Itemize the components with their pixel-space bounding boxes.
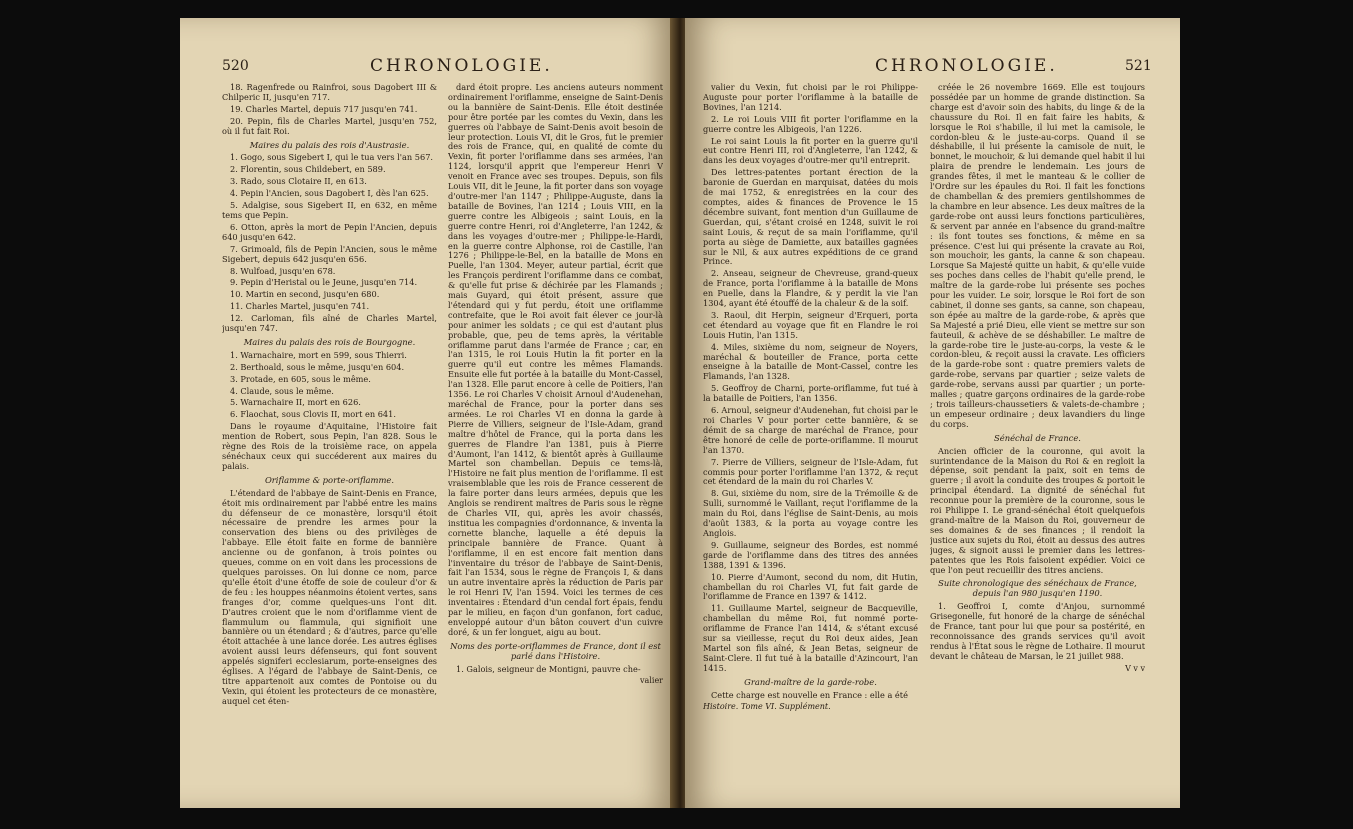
paragraph: Dans le royaume d'Aquitaine, l'Histoire fait mention de Robert, sous Pepin, l'an 828. Sous le règne des Rois de la troisième race, on appela sénéchaux ceux qui succéderent aux maires du palais. <box>222 421 437 471</box>
paragraph: 4. Claude, sous le même. <box>230 385 334 396</box>
paragraph: 5. Geoffroy de Charni, porte-oriflamme, fut tué à la bataille de Poitiers, l'an 1356. <box>703 383 918 404</box>
paragraph: 20. Pepin, fils de Charles Martel, jusqu'en 752, où il fut fait Roi. <box>222 115 437 136</box>
paragraph: 8. Gui, sixième du nom, sire de la Trémoille & de Sulli, surnommé le Vaillant, reçut l'oriflamme de la main du Roi, dans l'église de Saint-Denis, au mois d'août 1383, & la porta au voyage contre les Anglois. <box>703 488 918 538</box>
paragraph: 2. Berthoald, sous le même, jusqu'en 604. <box>230 361 405 372</box>
paragraph: 8. Wulfoad, jusqu'en 678. <box>230 265 336 276</box>
running-head-left: CHRONOLOGIE. <box>370 56 553 76</box>
section-heading: Noms des porte-oriflammes de France, dont il est parlé dans l'Histoire. <box>450 640 661 661</box>
right-column-2 <box>930 83 1145 783</box>
paragraph: 10. Pierre d'Aumont, second du nom, dit Hutin, chambellan du roi Charles VI, fut fait garde de l'oriflamme de France en 1397 & 1412. <box>703 571 918 602</box>
paragraph: Le roi saint Louis la fit porter en la guerre qu'il eut contre Henri III, roi d'Angleterre, l'an 1242, & dans les deux voyages d'outre-mer qu'il entreprit. <box>703 135 918 166</box>
paragraph: 1. Gogo, sous Sigebert I, qui le tua vers l'an 567. <box>230 152 434 163</box>
page-number-right: 521 <box>1125 58 1152 74</box>
paragraph: créée le 26 novembre 1669. Elle est toujours possédée par un homme de grande distinction. Sa charge est d'avoir soin des habits, du linge & de la chaussure du Roi. Il en fait faire les habits, & lorsque le Roi s'habille, il lui met la camisole, le cordon-bleu & le juste-au-corps. Quand il se déshabille, il lui présente la camisole de nuit, le bonnet, le mouchoir, & lui demande quel habit il lui plaira de prendre le lendemain. Les jours de grandes fêtes, il met le manteau & le collier de l'Ordre sur les épaules du Roi. Il fait les fonctions de chambellan & des premiers gentilshommes de la chambre en leur absence. Les deux maîtres de la garde-robe ont aussi leurs fonctions particulières, & servent par année en l'absence du grand-maître : ils font toutes ses fonctions, & même en sa présence. C'est lui qui présente la cravate au Roi, son mouchoir, les gants, la canne & son chapeau. Lorsque Sa Majesté quitte un habit, & qu'elle vuide ses poches dans celles de l'habit qu'elle prend, le maître de la garde-robe lui présente ses poches pour les vuider. Le soir, lorsque le Roi fort de son cabinet, il donne ses gants, sa canne, son chapeau, son épée au maître de la garde-robe, & après que Sa Majesté a prié Dieu, elle vient se mettre sur son fauteuil, & achève de se déshabiller. Le maître de la garde-robe tire le juste-au-corps, la veste & le cordon-bleu, & reçoit aussi la cravate. Les officiers de la garde-robe sont : quatre premiers valets de garde-robe, servans par quartier ; seize valets de garde-robe, servans aussi par quartier ; un porte-malles ; quatre garçons ordinaires de la garde-robe ; trois tailleurs-chaussetiers & valets-de-chambre ; un empeseur ordinaire ; deux lavandiers du linge du corps. <box>930 83 1145 429</box>
left-column-1 <box>222 83 437 783</box>
footer-note: Histoire. Tome VI. Supplément. <box>703 702 831 712</box>
paragraph: 3. Raoul, dit Herpin, seigneur d'Erqueri, porta cet étendard au voyage que fit en Flandre le roi Louis Hutin, l'an 1315. <box>703 309 918 340</box>
paragraph: 4. Pepin l'Ancien, sous Dagobert I, dès l'an 625. <box>230 188 429 199</box>
paragraph: 19. Charles Martel, depuis 717 jusqu'en 741. <box>230 103 418 114</box>
section-heading: Sénéchal de France. <box>994 432 1081 443</box>
left-page <box>180 18 675 808</box>
paragraph: 6. Otton, après la mort de Pepin l'Ancien, depuis 640 jusqu'en 642. <box>222 221 437 242</box>
paragraph: Des lettres-patentes portant érection de la baronie de Guerdan en marquisat, datées du mois de mai 1752, & enregistrées en la cour des comptes, aides & finances de Provence le 15 décembre suivant, font mention d'un Guillaume de Guerdan, qui, s'étant croisé en 1248, suivit le roi saint Louis, & reçut de sa main l'oriflamme, qu'il porta au siège de Damiette, aux batailles gagnées sur le Nil, & aux autres expéditions de ce grand Prince. <box>703 167 918 267</box>
paragraph: 12. Carloman, fils aîné de Charles Martel, jusqu'en 747. <box>222 313 437 334</box>
paragraph: 11. Guillaume Martel, seigneur de Bacqueville, chambellan du même Roi, fut nommé porte-oriflamme de France l'an 1414, & s'étant excusé sur sa vieillesse, reçut du Roi deux aides, Jean Martel son fils aîné, & Jean Betas, seigneur de Saint-Clere. Il fut tué à la bataille d'Azincourt, l'an 1415. <box>703 603 918 673</box>
right-column-1 <box>703 83 918 783</box>
paragraph: 10. Martin en second, jusqu'en 680. <box>230 289 380 300</box>
paragraph: L'étendard de l'abbaye de Saint-Denis en France, étoit mis ordinairement par l'abbé entre les mains du défenseur de ce monastère, lorsqu'il étoit nécessaire de prendre les armes pour la conservation des biens ou des privilèges de l'abbaye. Elle étoit faite en forme de bannière ancienne ou de gonfanon, à trois pointes ou queues, comme on en voit dans les processions de quelques paroisses. On lui donne ce nom, parce qu'elle étoit d'une étoffe de soie de couleur d'or & de feu : les houppes néanmoins étoient vertes, sans franges d'or, comme quelques-uns l'ont dit. D'autres croient que le nom d'oriflamme vient de flammulum ou flammula, qui signifioit une bannière ou un étendard ; & d'autres, parce qu'elle étoit attachée à une lance dorée. Les autres églises avoient aussi leurs défenseurs, qui font souvent appelés signiferi ecclesiarum, porte-enseignes des églises. A l'égard de l'abbaye de Saint-Denis, ce titre appartenoit aux comtes de Pontoise ou du Vexin, qui étoient les protecteurs de ce monastère, auquel cet éten- <box>222 487 437 706</box>
paragraph: 2. Florentin, sous Childebert, en 589. <box>230 164 386 175</box>
paragraph: 6. Arnoul, seigneur d'Audenehan, fut choisi par le roi Charles V pour porter cette bannière, & se démit de sa charge de maréchal de France, pour être honoré de celle de porte-oriflamme. Il mourut l'an 1370. <box>703 405 918 455</box>
paragraph: 7. Pierre de Villiers, seigneur de l'Isle-Adam, fut commis pour porter l'oriflamme l'an 1372, & reçut cet étendard de la main du roi Charles V. <box>703 456 918 487</box>
open-book <box>180 18 1180 818</box>
left-column-2 <box>448 83 663 783</box>
paragraph: 11. Charles Martel, jusqu'en 741. <box>230 301 370 312</box>
paragraph: 5. Adalgise, sous Sigebert II, en 632, en même tems que Pepin. <box>222 200 437 220</box>
right-page <box>685 18 1180 808</box>
paragraph: Cette charge est nouvelle en France : elle a été <box>711 689 908 700</box>
section-heading: Oriflamme & porte-oriflamme. <box>264 474 395 485</box>
paragraph: 4. Miles, sixième du nom, seigneur de Noyers, maréchal & bouteiller de France, porta cette enseigne à la bataille de Mont-Cassel, contre les Flamands, l'an 1328. <box>703 341 918 382</box>
paragraph: 3. Rado, sous Clotaire II, en 613. <box>230 176 367 187</box>
paragraph: 1. Warnachaire, mort en 599, sous Thierri. <box>230 349 407 360</box>
paragraph: 9. Guillaume, seigneur des Bordes, est nommé garde de l'oriflamme dans des titres des années 1388, 1391 & 1396. <box>703 539 918 570</box>
section-heading: Maires du palais des rois de Bourgogne. <box>243 336 416 347</box>
paragraph: 18. Ragenfrede ou Rainfroi, sous Dagobert III & Chilperic II, jusqu'en 717. <box>222 83 437 102</box>
paragraph: valier du Vexin, fut choisi par le roi Philippe-Auguste pour porter l'oriflamme à la bataille de Bovines, l'an 1214. <box>703 83 918 112</box>
signature-mark: V v v <box>1125 663 1145 673</box>
paragraph: 3. Protade, en 605, sous le même. <box>230 373 371 384</box>
paragraph: 5. Warnachaire II, mort en 626. <box>230 397 361 408</box>
signature-mark: valier <box>640 676 663 686</box>
paragraph: 2. Le roi Louis VIII fit porter l'oriflamme en la guerre contre les Albigeois, l'an 1226. <box>703 113 918 134</box>
paragraph: 6. Flaochat, sous Clovis II, mort en 641. <box>230 409 396 420</box>
paragraph: 1. Geoffroi I, comte d'Anjou, surnommé Grisegonelle, fut honoré de la charge de sénéchal de France, tant pour lui que pour sa postérité, en reconnoissance des grands services qu'il avoit rendus à l'État sous le règne de Lothaire. Il mourut devant le château de Marsan, le 21 juillet 988. <box>930 601 1145 661</box>
paragraph: 7. Grimoald, fils de Pepin l'Ancien, sous le même Sigebert, depuis 642 jusqu'en 656. <box>222 243 437 264</box>
running-head-right: CHRONOLOGIE. <box>875 56 1058 76</box>
section-heading: Maires du palais des rois d'Austrasie. <box>249 139 410 150</box>
section-heading: Grand-maître de la garde-robe. <box>744 676 877 687</box>
section-heading: Suite chronologique des sénéchaux de France, depuis l'an 980 jusqu'en 1190. <box>938 578 1137 599</box>
paragraph: 9. Pepin d'Heristal ou le Jeune, jusqu'en 714. <box>230 277 418 288</box>
page-number-left: 520 <box>222 58 249 74</box>
paragraph: 1. Galois, seigneur de Montigni, pauvre che- <box>456 663 641 674</box>
paragraph: Ancien officier de la couronne, qui avoit la surintendance de la Maison du Roi & en regloit la dépense, soit pendant la paix, soit en tems de guerre ; il avoit la conduite des troupes & portoit le principal étendard. La dignité de sénéchal fut reconnue pour la première de la couronne, sous le roi Philippe I. Le grand-sénéchal étoit quelquefois grand-maître de la Maison du Roi, gouverneur de ses domaines & de ses finances ; il rendoit la justice aux sujets du Roi, étoit au dessus des autres juges, & signoit aussi le premier dans les lettres-patentes que les Rois faisoient expédier. Voici ce que l'on peut recueillir des titres anciens. <box>930 445 1145 575</box>
paragraph: 2. Anseau, seigneur de Chevreuse, grand-queux de France, porta l'oriflamme à la bataille de Mons en Puelle, dans la Flandre, & y perdit la vie l'an 1304, ayant été étouffé de la chaleur & de la soif. <box>703 268 918 309</box>
paragraph: dard étoit propre. Les anciens auteurs nomment ordinairement l'oriflamme, enseigne de Saint-Denis ou la bannière de Saint-Denis. Elle étoit destinée pour être portée par les comtes du Vexin, dans les guerres où l'abbaye de Saint-Denis avoit besoin de leur protection. Louis VI, dit le Gros, fut le premier des rois de France, qui, en qualité de comte du Vexin, fit porter l'oriflamme dans ses armées, l'an 1124, lorsqu'il apprit que l'empereur Henri V venoit en France avec ses troupes. Depuis, son fils Louis VII, dit le Jeune, la fit porter dans son voyage d'outre-mer l'an 1147 ; Philippe-Auguste, dans la bataille de Bovines, l'an 1214 ; Louis VIII, en la guerre contre les Albigeois ; saint Louis, en la guerre contre Henri, roi d'Angleterre, l'an 1242, & dans les voyages d'outre-mer ; Philippe-le-Hardi, en la guerre contre Alphonse, roi de Castille, l'an 1276 ; Philippe-le-Bel, en la bataille de Mons en Puelle, l'an 1304. Meyer, auteur partial, écrit que les François perdirent l'oriflamme dans ce combat, & qu'elle fut prise & déchirée par les Flamands ; mais Guyard, qui étoit présent, assure que l'étendard qui y fut perdu, étoit une oriflamme contrefaite, que le Roi avoit fait élever ce jour-là pour animer les soldats ; ce qui est d'autant plus probable, que, peu de tems après, la véritable oriflamme parut dans l'armée de France ; car, en l'an 1315, le roi Louis Hutin la fit porter en la guerre qu'il eut contre les mêmes Flamands. Ensuite elle fut portée à la bataille du Mont-Cassel, l'an 1328. Elle parut encore à celle de Poitiers, l'an 1356. Le roi Charles V choisit Arnoul d'Audenehan, maréchal de France, pour la porter dans ses armées. Le roi Charles VI en donna la garde à Pierre de Villiers, seigneur de l'Isle-Adam, grand maître d'hôtel de France, qui la porta dans les guerres de Flandre l'an 1381, puis à Pierre d'Aumont, l'an 1412, & bientôt après à Guillaume Martel son chambellan. Depuis ce tems-là, l'Histoire ne fait plus mention de l'oriflamme. Il est vraisemblable que les rois de France cesserent de la faire porter dans leurs armées, depuis que les Anglois se rendirent maîtres de Paris sous le règne de Charles VII, qui, après les avoir chassés, institua les compagnies d'ordonnance, & inventa la cornette blanche, laquelle a été depuis la principale bannière de France. Quant à l'oriflamme, il en est encore fait mention dans l'inventaire du trésor de l'abbaye de Saint-Denis, fait l'an 1534, sous le règne de François I, & dans un autre inventaire après la réduction de Paris par le roi Henri IV, l'an 1594. Voici les termes de ces inventaires : Étendard d'un cendal fort épais, fendu par le milieu, en façon d'un gonfanon, fort caduc, enveloppé autour d'un bâton couvert d'un cuivre doré, & un fer longuet, aigu au bout. <box>448 83 663 637</box>
